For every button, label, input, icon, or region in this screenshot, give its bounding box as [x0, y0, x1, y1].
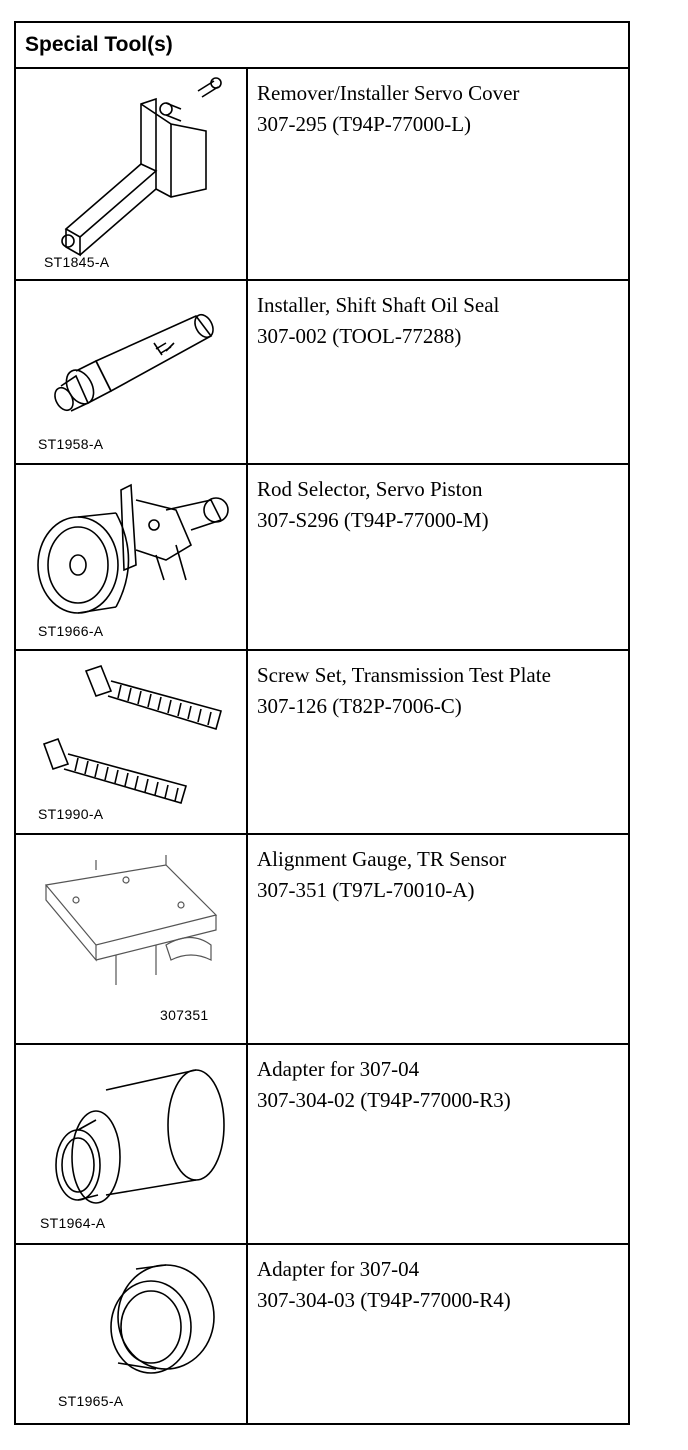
tool-name: Alignment Gauge, TR Sensor [257, 847, 507, 871]
servo-cover-remover-icon [16, 69, 246, 279]
tool-number: 307-295 (T94P-77000-L) [257, 112, 472, 136]
tool-row [16, 281, 628, 465]
tool-name: Remover/Installer Servo Cover [257, 81, 520, 105]
tool-image-cell [16, 835, 248, 1043]
tool-image-cell [16, 465, 248, 649]
tool-name: Adapter for 307-04 [257, 1257, 420, 1281]
tool-description [248, 1245, 628, 1425]
tool-image-code: ST1965-A [58, 1393, 124, 1409]
tool-image-code: ST1845-A [44, 254, 110, 270]
tool-number: 307-S296 (T94P-77000-M) [257, 508, 489, 532]
tool-description [248, 1045, 628, 1243]
tool-row [16, 1245, 628, 1425]
tool-number: 307-126 (T82P-7006-C) [257, 694, 462, 718]
tool-image-code: 307351 [160, 1007, 209, 1023]
table-header: Special Tool(s) [16, 23, 628, 69]
tool-description [248, 465, 628, 649]
tool-image-cell [16, 69, 248, 279]
tool-description [248, 281, 628, 463]
tool-image-code: ST1964-A [40, 1215, 106, 1231]
tool-description [248, 835, 628, 1043]
tool-description [248, 69, 628, 279]
tool-name: Adapter for 307-04 [257, 1057, 420, 1081]
tool-name: Screw Set, Transmission Test Plate [257, 663, 551, 687]
tool-number: 307-002 (TOOL-77288) [257, 324, 462, 348]
adapter-r4-icon [16, 1245, 246, 1423]
tool-row [16, 69, 628, 281]
tool-image-cell [16, 1245, 248, 1425]
alignment-gauge-icon [16, 835, 246, 1043]
tool-row [16, 835, 628, 1045]
rod-selector-icon [16, 465, 246, 649]
tool-row [16, 651, 628, 835]
tool-image-code: ST1990-A [38, 806, 104, 822]
tool-number: 307-304-03 (T94P-77000-R4) [257, 1288, 511, 1312]
tool-number: 307-304-02 (T94P-77000-R3) [257, 1088, 511, 1112]
adapter-r3-icon [16, 1045, 246, 1243]
tool-image-code: ST1966-A [38, 623, 104, 639]
tool-name: Installer, Shift Shaft Oil Seal [257, 293, 500, 317]
tool-image-cell [16, 281, 248, 463]
tool-image-cell [16, 651, 248, 833]
tool-row [16, 465, 628, 651]
tool-name: Rod Selector, Servo Piston [257, 477, 483, 501]
tool-image-code: ST1958-A [38, 436, 104, 452]
tool-row [16, 1045, 628, 1245]
tool-image-cell [16, 1045, 248, 1243]
tool-number: 307-351 (T97L-70010-A) [257, 878, 475, 902]
tool-description [248, 651, 628, 833]
special-tools-table [14, 21, 630, 1425]
